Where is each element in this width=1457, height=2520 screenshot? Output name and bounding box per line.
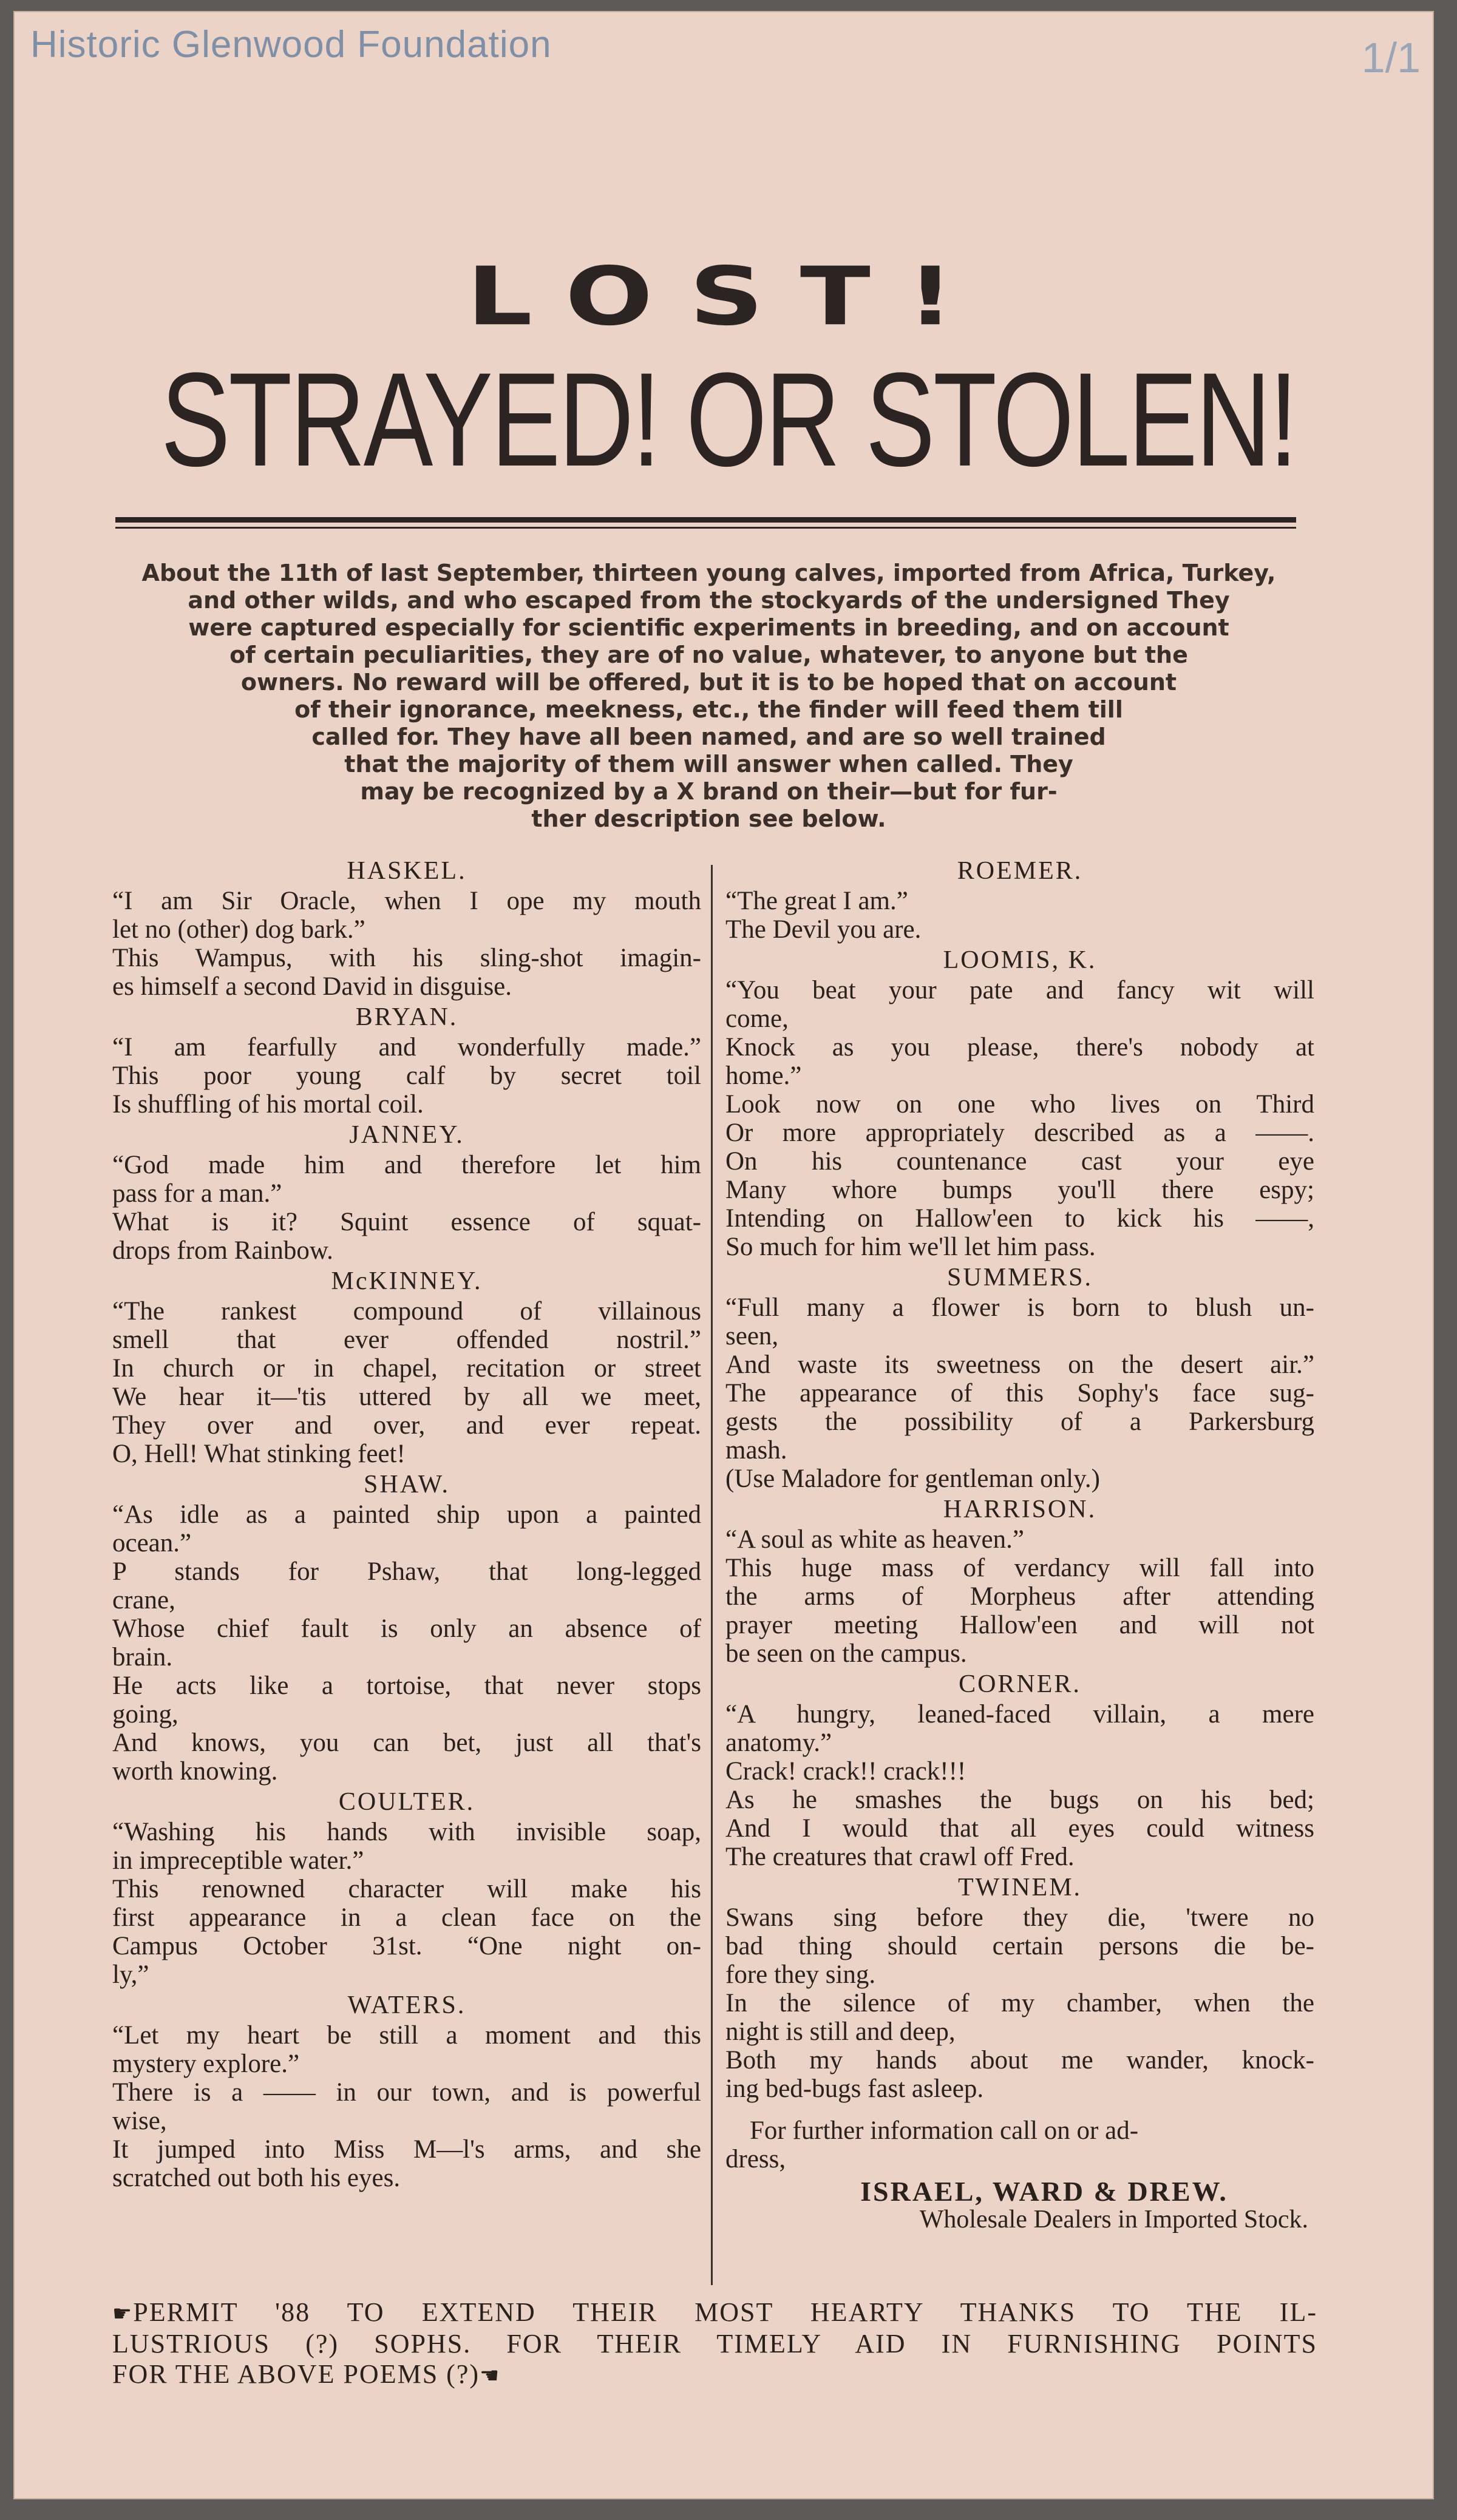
poem-line: Knock as you please, there's nobody at	[725, 1033, 1314, 1062]
footer-line-3: FOR THE ABOVE POEMS (?)☚	[112, 2359, 501, 2389]
poem-line: What is it? Squint essence of squat-	[112, 1208, 701, 1236]
poem-line: brain.	[112, 1643, 173, 1672]
poem-section	[725, 1874, 1314, 2103]
poem-line: “You beat your pate and fancy wit will	[725, 976, 1314, 1004]
poem-line: come,	[725, 1004, 789, 1033]
poem-line: the arms of Morpheus after attending	[725, 1582, 1314, 1611]
poem-section	[725, 1264, 1314, 1493]
calf-name-heading: McKINNEY.	[331, 1267, 483, 1295]
calf-name-heading: HARRISON.	[943, 1495, 1097, 1523]
poem-line: And knows, you can bet, just all that's	[112, 1729, 701, 1757]
calf-name-heading: JANNEY.	[349, 1121, 464, 1149]
calf-name-heading: LOOMIS, K.	[943, 946, 1097, 974]
poem-section	[725, 1670, 1314, 1871]
poem-line: This Wampus, with his sling-shot imagin-	[112, 944, 701, 972]
calf-name-heading: COULTER.	[338, 1788, 475, 1816]
right-column	[725, 855, 1314, 2234]
poem-line: The appearance of this Sophy's face sug-	[725, 1379, 1314, 1407]
poem-line: (Use Maladore for gentleman only.)	[725, 1465, 1100, 1493]
poem-line: “I am Sir Oracle, when I ope my mouth	[112, 887, 701, 915]
poem-line: Look now on one who lives on Third	[725, 1090, 1314, 1119]
poem-section	[112, 1991, 701, 2192]
calf-name-heading: TWINEM.	[957, 1874, 1082, 1902]
poem-line: anatomy.”	[725, 1729, 832, 1757]
poem-line: “Washing his hands with invisible soap,	[112, 1818, 701, 1846]
poem-section	[112, 1121, 701, 1265]
poem-line: P stands for Pshaw, that long-legged	[112, 1557, 701, 1586]
poem-line: O, Hell! What stinking feet!	[112, 1440, 406, 1468]
intro-line: of their ignorance, meekness, etc., the finder will feed them till	[294, 696, 1123, 723]
contact-line: dress,	[725, 2145, 786, 2173]
poem-line: “The rankest compound of villainous	[112, 1297, 701, 1326]
poem-line: let no (other) dog bark.”	[112, 915, 365, 944]
poem-line: Intending on Hallow'een to kick his ——,	[725, 1204, 1314, 1233]
poem-line: first appearance in a clean face on the	[112, 1903, 701, 1932]
poem-line: “The great I am.”	[725, 887, 908, 915]
poem-line: Swans sing before they die, 'twere no	[725, 1903, 1314, 1932]
poem-line: smell that ever offended nostril.”	[112, 1326, 701, 1354]
poem-line: And waste its sweetness on the desert air.”	[725, 1350, 1314, 1379]
calf-name-heading: ROEMER.	[957, 857, 1083, 885]
footer-line-1: ☛PERMIT '88 TO EXTEND THEIR MOST HEARTY THANKS TO THE IL-	[112, 2297, 1317, 2327]
poem-line: bad thing should certain persons die be-	[725, 1932, 1314, 1960]
poem-line: This huge mass of verdancy will fall into	[725, 1554, 1314, 1582]
calf-name-heading: HASKEL.	[347, 857, 467, 885]
poem-line: going,	[112, 1700, 178, 1729]
poem-section	[112, 1471, 701, 1786]
poem-line: They over and over, and ever repeat.	[112, 1411, 701, 1440]
title-strayed-or-stolen: STRAYED! OR STOLEN!	[160, 345, 1297, 494]
title-lost: LOST!	[466, 249, 991, 344]
intro-line: About the 11th of last September, thirteen young calves, imported from Africa, Turkey,	[141, 560, 1276, 586]
poem-line: ing bed-bugs fast asleep.	[725, 2075, 984, 2103]
poem-line: “Let my heart be still a moment and this	[112, 2021, 701, 2050]
poem-line: On his countenance cast your eye	[725, 1147, 1314, 1176]
poem-line: seen,	[725, 1322, 779, 1350]
intro-line: owners. No reward will be offered, but it is to be hoped that on account	[240, 669, 1177, 696]
poem-line: Crack! crack!! crack!!!	[725, 1757, 966, 1786]
intro-line: and other wilds, and who escaped from the stockyards of the undersigned They	[188, 587, 1230, 614]
poem-line: The Devil you are.	[725, 915, 922, 944]
title-rule-thin	[115, 527, 1296, 529]
poem-line: Whose chief fault is only an absence of	[112, 1614, 701, 1643]
poem-line: Campus October 31st. “One night on-	[112, 1932, 701, 1960]
poem-line: Both my hands about me wander, knock-	[725, 2046, 1314, 2075]
calf-name-heading: SUMMERS.	[947, 1264, 1093, 1292]
poem-line: Is shuffling of his mortal coil.	[112, 1090, 424, 1119]
poem-line: This poor young calf by secret toil	[112, 1062, 701, 1090]
calf-name-heading: WATERS.	[347, 1991, 466, 2019]
corner-mark: 1/1	[1361, 34, 1421, 81]
poem-section	[725, 857, 1314, 944]
poem-line: fore they sing.	[725, 1960, 876, 1989]
poem-line: Or more appropriately described as a ——.	[725, 1119, 1314, 1147]
poem-line: scratched out both his eyes.	[112, 2164, 401, 2192]
poem-line: mystery explore.”	[112, 2050, 300, 2078]
poem-line: As he smashes the bugs on his bed;	[725, 1786, 1314, 1814]
poem-line: We hear it—'tis uttered by all we meet,	[112, 1383, 701, 1411]
poem-section	[112, 1788, 701, 1989]
poem-line: drops from Rainbow.	[112, 1236, 333, 1265]
column-divider	[711, 865, 713, 2285]
poem-line: home.”	[725, 1062, 802, 1090]
poem-line: In church or in chapel, recitation or street	[112, 1354, 701, 1383]
poem-line: “A soul as white as heaven.”	[725, 1525, 1024, 1554]
poem-line: The creatures that crawl off Fred.	[725, 1843, 1075, 1871]
poem-line: mash.	[725, 1436, 787, 1465]
poem-line: pass for a man.”	[112, 1179, 282, 1208]
intro-line: may be recognized by a X brand on their—but for fur-	[360, 778, 1058, 805]
poem-line: He acts like a tortoise, that never stops	[112, 1672, 701, 1700]
poem-line: So much for him we'll let him pass.	[725, 1233, 1096, 1261]
poem-line: “Full many a flower is born to blush un-	[725, 1293, 1314, 1322]
poem-line: es himself a second David in disguise.	[112, 972, 512, 1001]
intro-line: were captured especially for scientific experiments in breeding, and on account	[188, 614, 1229, 641]
watermark: Historic Glenwood Foundation	[30, 24, 552, 66]
poem-section	[112, 1003, 701, 1119]
intro-line: ther description see below.	[531, 805, 886, 832]
intro-line: that the majority of them will answer when called. They	[344, 751, 1073, 777]
poem-line: ocean.”	[112, 1529, 192, 1557]
poem-line: “A hungry, leaned-faced villain, a mere	[725, 1700, 1314, 1729]
footer-line-2: LUSTRIOUS (?) SOPHS. FOR THEIR TIMELY AID IN FURNISHING POINTS	[112, 2329, 1317, 2359]
poem-line: Many whore bumps you'll there espy;	[725, 1176, 1314, 1204]
poem-line: wise,	[112, 2107, 167, 2135]
poem-line: This renowned character will make his	[112, 1875, 701, 1903]
poem-line: worth knowing.	[112, 1757, 278, 1786]
poem-line: There is a —— in our town, and is powerful	[112, 2078, 701, 2107]
calf-name-heading: CORNER.	[959, 1670, 1081, 1698]
spacer	[725, 2103, 1314, 2116]
poem-line: ly,”	[112, 1960, 149, 1989]
poem-line: “God made him and therefore let him	[112, 1151, 701, 1179]
poem-line: in impreceptible water.”	[112, 1846, 364, 1875]
poem-line: night is still and deep,	[725, 2017, 956, 2046]
contact-line: For further information call on or ad-	[750, 2116, 1139, 2145]
calf-name-heading: BRYAN.	[355, 1003, 458, 1031]
poem-line: prayer meeting Hallow'een and will not	[725, 1611, 1314, 1639]
poem-section	[112, 857, 701, 1001]
poem-line: be seen on the campus.	[725, 1639, 967, 1668]
poem-section	[725, 946, 1314, 1261]
intro-line: of certain peculiarities, they are of no value, whatever, to anyone but the	[229, 642, 1188, 668]
title-rule-thick	[115, 517, 1296, 523]
poem-line: And I would that all eyes could witness	[725, 1814, 1314, 1843]
poem-line: crane,	[112, 1586, 175, 1614]
calf-name-heading: SHAW.	[364, 1471, 450, 1499]
footer-note	[112, 2297, 1317, 2391]
poem-line: gests the possibility of a Parkersburg	[725, 1407, 1314, 1436]
poem-section	[725, 1495, 1314, 1668]
poem-line: “As idle as a painted ship upon a painted	[112, 1500, 701, 1529]
intro-paragraph	[106, 560, 1311, 833]
poem-line: “I am fearfully and wonderfully made.”	[112, 1033, 701, 1062]
firm-description: Wholesale Dealers in Imported Stock.	[919, 2206, 1308, 2234]
pointing-hand-left-icon: ☚	[480, 2363, 501, 2388]
intro-line: called for. They have all been named, and are so well trained	[311, 723, 1106, 750]
poem-line: In the silence of my chamber, when the	[725, 1989, 1314, 2017]
pointing-hand-right-icon: ☛	[112, 2302, 134, 2326]
left-column	[112, 855, 701, 2192]
poem-section	[112, 1267, 701, 1468]
firm-name: ISRAEL, WARD & DREW.	[860, 2176, 1228, 2207]
poem-line: It jumped into Miss M—l's arms, and she	[112, 2135, 701, 2164]
